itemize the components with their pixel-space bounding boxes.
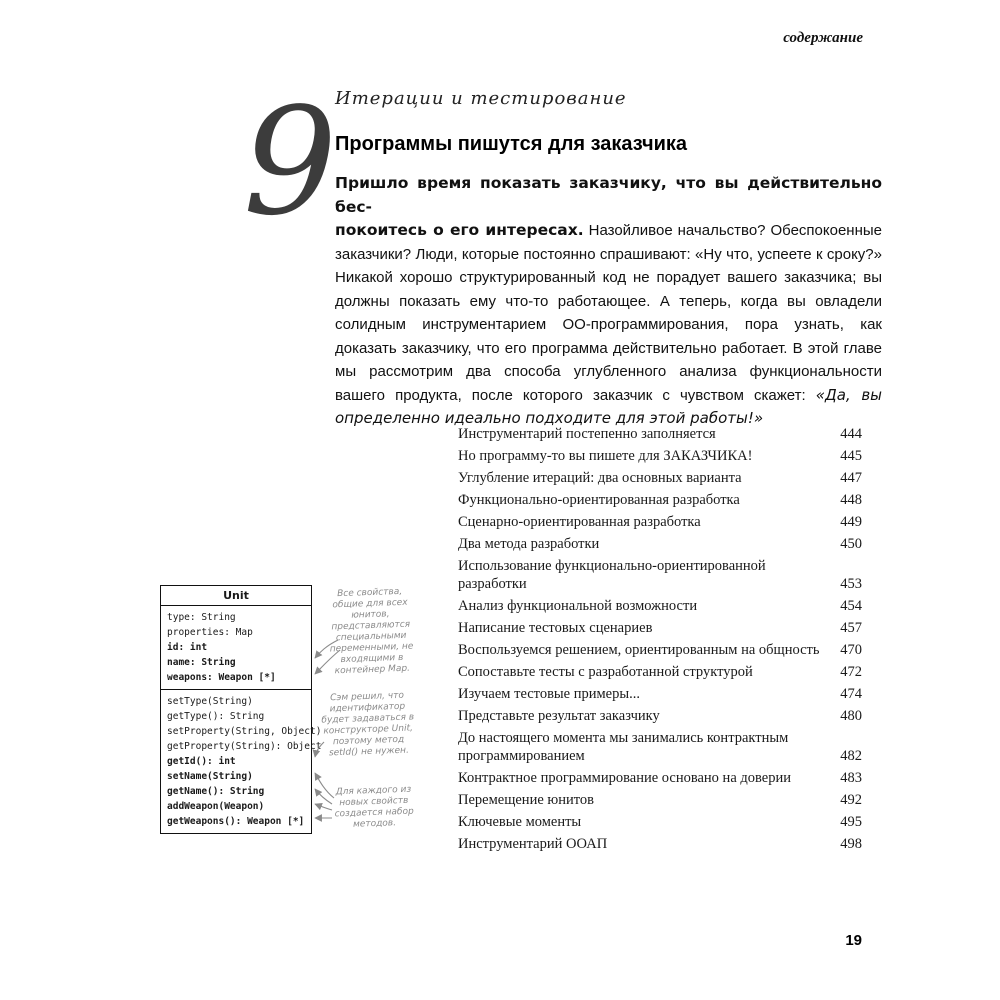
toc-entry xyxy=(458,641,862,659)
chapter-number: 9 xyxy=(243,76,338,248)
toc-entry-page: 470 xyxy=(840,642,862,658)
toc-entry-title: Сценарно-ориентированная разработка xyxy=(458,514,701,530)
page-number: 19 xyxy=(845,932,862,949)
handwritten-note-properties: Все свойства, общие для всех юнитов, представляются специальными переменными, не входящими в контейнер Map. xyxy=(329,586,414,677)
toc-entry-title: Инструментарий ООАП xyxy=(458,836,608,852)
toc-entry-title: Представьте результат заказчику xyxy=(458,708,660,724)
uml-member: getProperty(String): Object xyxy=(167,741,322,752)
uml-member: name: String xyxy=(167,657,236,668)
uml-member: getId(): int xyxy=(167,756,236,767)
toc-entry-page: 498 xyxy=(840,836,862,852)
toc-entry-page: 495 xyxy=(840,814,862,830)
toc-entry-title: Воспользуемся решением, ориентированным на общность xyxy=(458,642,820,658)
toc-entry xyxy=(458,597,862,615)
toc-entry xyxy=(458,619,862,637)
intro-bold-line2: покоитесь о его интересах. xyxy=(335,221,584,239)
toc-entry-page: 448 xyxy=(840,492,862,508)
toc-entry-title: Но программу-то вы пишете для ЗАКАЗЧИКА! xyxy=(458,448,753,464)
toc-entry-title: Написание тестовых сценариев xyxy=(458,620,653,636)
toc-entry-title: Изучаем тестовые примеры... xyxy=(458,686,640,702)
toc-entry-page: 472 xyxy=(840,664,862,680)
toc-entry-page: 445 xyxy=(840,448,862,464)
toc-entry-page: 492 xyxy=(840,792,862,808)
toc-entry-title: Функционально-ориентированная разработка xyxy=(458,492,740,508)
running-head: содержание xyxy=(783,30,863,46)
uml-attributes xyxy=(161,606,311,690)
toc-entry-title: Инструментарий постепенно заполняется xyxy=(458,426,716,442)
toc-entry-title: Использование функционально-ориентированной разработки xyxy=(458,558,766,592)
toc-entry-title: Углубление итераций: два основных варианта xyxy=(458,470,742,486)
toc-entry-title: Ключевые моменты xyxy=(458,814,582,830)
toc-entry xyxy=(458,513,862,531)
chapter-kicker: Итерации и тестирование xyxy=(335,88,627,109)
uml-member: getType(): String xyxy=(167,711,265,722)
toc-entry xyxy=(458,685,862,703)
toc-entry xyxy=(458,557,862,593)
toc-entry xyxy=(458,491,862,509)
handwritten-note-methods: Для каждого из новых свойств создается набор методов. xyxy=(334,784,414,830)
uml-member: getName(): String xyxy=(167,786,265,797)
chapter-intro xyxy=(335,172,882,431)
handwritten-note-constructor: Сэм решил, что идентификатор будет задаваться в конструкторе Unit, поэтому метод setId() не нужен. xyxy=(321,690,415,759)
toc-entry-page: 454 xyxy=(840,598,862,614)
uml-member: setProperty(String, Object) xyxy=(167,726,322,737)
intro-quote: «Да, вы определенно идеально подходите для этой работы!» xyxy=(335,385,883,427)
uml-member: type: String xyxy=(167,612,236,623)
toc-entry-page: 483 xyxy=(840,770,862,786)
toc-list xyxy=(458,425,862,857)
uml-member: weapons: Weapon [*] xyxy=(167,672,276,683)
toc-entry xyxy=(458,813,862,831)
uml-member: properties: Map xyxy=(167,627,253,638)
toc-entry-title: Два метода разработки xyxy=(458,536,600,552)
toc-entry xyxy=(458,729,862,765)
toc-entry xyxy=(458,791,862,809)
toc-entry-page: 450 xyxy=(840,536,862,552)
toc-entry xyxy=(458,535,862,553)
toc-entry xyxy=(458,835,862,853)
toc-entry xyxy=(458,425,862,443)
toc-entry-page: 444 xyxy=(840,426,862,442)
toc-entry-page: 482 xyxy=(840,748,862,764)
intro-bold-line1: Пришло время показать заказчику, что вы действительно бес- xyxy=(335,174,882,216)
toc-entry xyxy=(458,707,862,725)
toc-entry xyxy=(458,469,862,487)
toc-entry-title: Сопоставьте тесты с разработанной структурой xyxy=(458,664,753,680)
toc-entry-title: Перемещение юнитов xyxy=(458,792,594,808)
toc-entry-title: Анализ функциональной возможности xyxy=(458,598,698,614)
toc-entry-page: 447 xyxy=(840,470,862,486)
toc-entry-title: Контрактное программирование основано на доверии xyxy=(458,770,791,786)
uml-member: getWeapons(): Weapon [*] xyxy=(167,816,305,827)
uml-methods xyxy=(161,690,322,833)
uml-class-box xyxy=(160,585,322,834)
toc-entry-page: 480 xyxy=(840,708,862,724)
toc-entry xyxy=(458,663,862,681)
toc-entry-title: До настоящего момента мы занимались контрактным программированием xyxy=(458,730,789,764)
toc-entry xyxy=(458,769,862,787)
toc-entry-page: 453 xyxy=(840,576,862,592)
toc-entry-page: 457 xyxy=(840,620,862,636)
toc-entry-page: 449 xyxy=(840,514,862,530)
toc-entry-page: 474 xyxy=(840,686,862,702)
uml-member: id: int xyxy=(167,642,208,653)
uml-member: setType(String) xyxy=(167,696,253,707)
uml-class-name: Unit xyxy=(161,586,311,606)
toc-entry xyxy=(458,447,862,465)
intro-body: Назойливое начальство? Обеспокоенные заказчики? Люди, которые постоянно спрашивают: «Ну что, успеете к сроку?» Никакой хорошо структурированный код не порадует вашего заказчика; вы должны показать ему что-то работающее. А теперь, когда вы овладели солидным инструментарием ОО-программирования, пора узнать, как доказать заказчику, что его программа действительно работает. В этой главе мы рассмотрим два способа углубленного анализа функциональности вашего продукта, после которого заказчик с чувством скажет: xyxy=(335,222,882,404)
uml-member: addWeapon(Weapon) xyxy=(167,801,265,812)
uml-member: setName(String) xyxy=(167,771,253,782)
chapter-title: Программы пишутся для заказчика xyxy=(335,133,688,155)
